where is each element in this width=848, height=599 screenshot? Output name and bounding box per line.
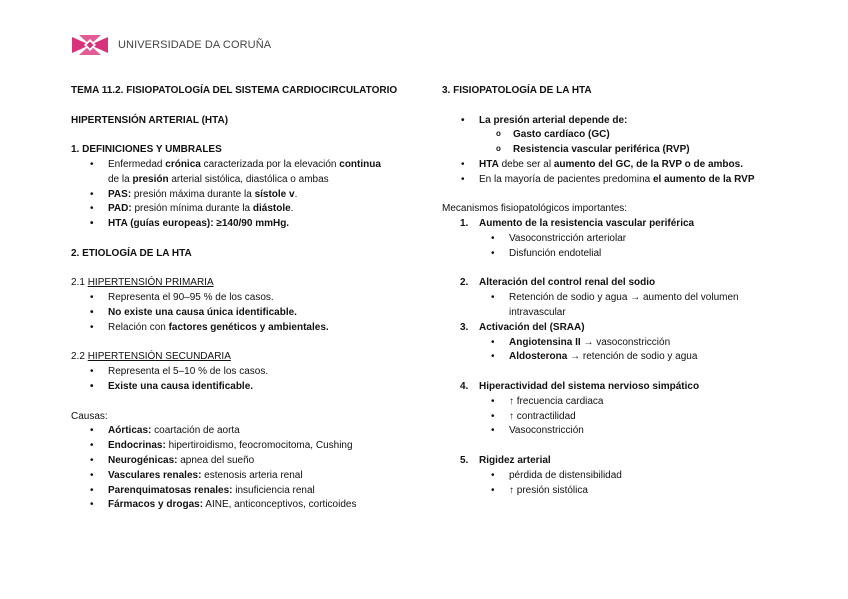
list-item: • Disfunción endotelial xyxy=(442,247,780,262)
cause-item: • Fármacos y drogas: AINE, anticonceptivos, corticoides xyxy=(71,498,416,513)
mechanism-4-title: 4. Hiperactividad del sistema nervioso simpático xyxy=(460,380,700,392)
list-item: • ↑ contractilidad xyxy=(442,410,780,425)
cause-item: • Endocrinas: hipertiroidismo, feocromocitoma, Cushing xyxy=(71,439,416,454)
list-item: • Existe una causa identificable. xyxy=(71,380,416,395)
primary-title: 2.1 HIPERTENSIÓN PRIMARIA xyxy=(71,277,214,289)
udc-emblem-icon xyxy=(70,34,110,56)
cause-item: • Parenquimatosas renales: insuficiencia renal xyxy=(71,484,416,499)
cause-item: • Aórticas: coartación de aorta xyxy=(71,424,416,439)
mechanisms-title: Mecanismos fisiopatológicos importantes: xyxy=(442,203,628,215)
list-item: • Retención de sodio y agua → aumento del volumen intravascular xyxy=(442,291,780,321)
hta-cause-item: • HTA debe ser al aumento del GC, de la RVP o de ambos. xyxy=(442,158,780,173)
list-item: • Representa el 5–10 % de los casos. xyxy=(71,365,416,380)
list-item: • Angiotensina II → vasoconstricción xyxy=(442,336,780,351)
left-column xyxy=(71,84,416,513)
pad-item: • PAD: presión mínima durante la diástole. xyxy=(71,202,416,217)
pa-sub-item: o Gasto cardíaco (GC) xyxy=(442,128,780,143)
right-column xyxy=(442,84,780,498)
hta-threshold-item: • HTA (guías europeas): ≥140/90 mmHg. xyxy=(71,217,416,232)
cause-item: • Neurogénicas: apnea del sueño xyxy=(71,454,416,469)
pa-sub-item: o Resistencia vascular periférica (RVP) xyxy=(442,143,780,158)
list-item: • Vasoconstricción xyxy=(442,424,780,439)
pas-item: • PAS: presión máxima durante la sístole v. xyxy=(71,188,416,203)
cause-item: • Vasculares renales: estenosis arteria renal xyxy=(71,469,416,484)
list-item: • Aldosterona → retención de sodio y agua xyxy=(442,350,780,365)
logo-text: UNIVERSIDADE DA CORUÑA xyxy=(118,39,272,51)
causes-title: Causas: xyxy=(71,410,108,422)
majority-item: • En la mayoría de pacientes predomina el aumento de la RVP xyxy=(442,173,780,188)
list-item: • pérdida de distensibilidad xyxy=(442,469,780,484)
list-item: • No existe una causa única identificable. xyxy=(71,306,416,321)
topic-title: TEMA 11.2. FISIOPATOLOGÍA DEL SISTEMA CARDIOCIRCULATORIO xyxy=(71,85,398,96)
mechanism-3-title: 3. Activación del (SRAA) xyxy=(460,321,585,333)
pa-intro-item: • La presión arterial depende de: xyxy=(442,114,780,129)
hta-title: HIPERTENSIÓN ARTERIAL (HTA) xyxy=(71,114,229,126)
list-item: • ↑ frecuencia cardiaca xyxy=(442,395,780,410)
mechanism-2-title: 2. Alteración del control renal del sodio xyxy=(460,277,656,289)
secondary-title: 2.2 HIPERTENSIÓN SECUNDARIA xyxy=(71,351,231,363)
definition-item: • Enfermedad crónica caracterizada por la elevación continua de la presión arterial sistólica, diastólica o ambas xyxy=(71,158,416,188)
section-2-title: 2. ETIOLOGÍA DE LA HTA xyxy=(71,247,192,259)
mechanism-5-title: 5. Rigidez arterial xyxy=(460,454,551,466)
section-3-title: 3. FISIOPATOLOGÍA DE LA HTA xyxy=(442,85,592,96)
mechanism-1-title: 1. Aumento de la resistencia vascular periférica xyxy=(460,218,695,230)
list-item: • Vasoconstricción arteriolar xyxy=(442,232,780,247)
list-item: • Relación con factores genéticos y ambientales. xyxy=(71,321,416,336)
section-1-title: 1. DEFINICIONES Y UMBRALES xyxy=(71,144,222,156)
list-item: • ↑ presión sistólica xyxy=(442,484,780,499)
university-logo xyxy=(70,34,271,56)
list-item: • Representa el 90–95 % de los casos. xyxy=(71,291,416,306)
